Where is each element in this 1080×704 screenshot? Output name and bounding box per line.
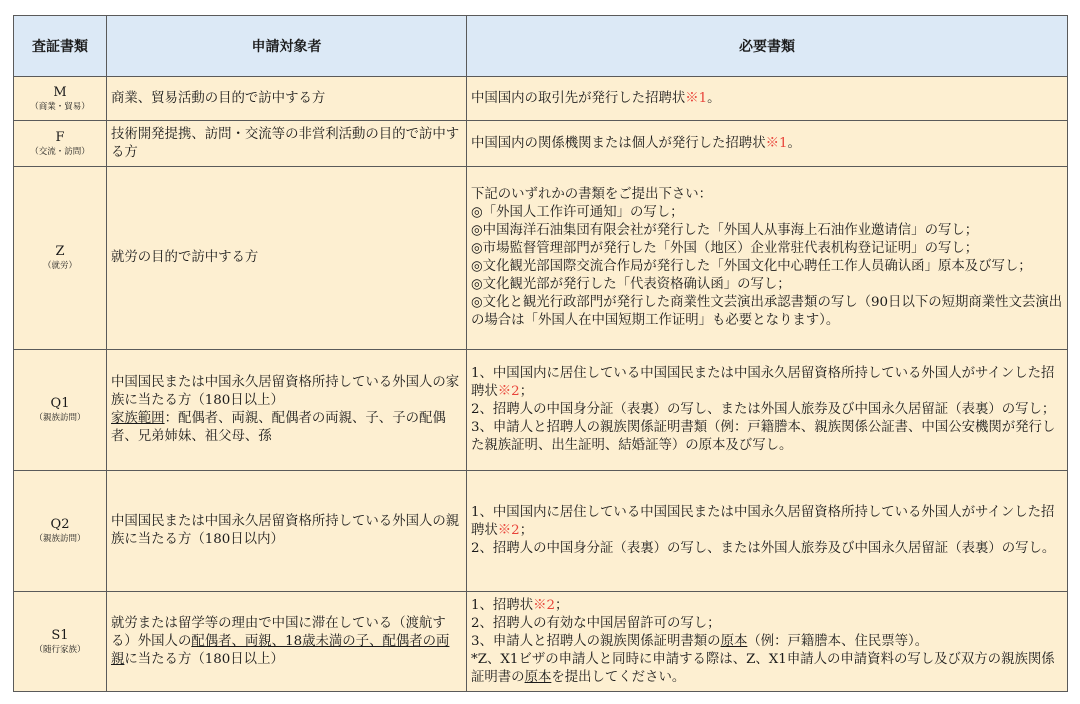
original-underlined: 原本 bbox=[720, 633, 748, 649]
docs-line: 1、中国国内に居住している中国国民または中国永久居留資格所持している外国人がサインした招聘状※2； bbox=[471, 366, 1055, 399]
visa-code: Q2 bbox=[50, 517, 70, 532]
docs-line: ◎「外国人工作许可通知」の写し； bbox=[471, 205, 684, 220]
docs-cell bbox=[467, 167, 1068, 350]
visa-subtype: （親族訪問） bbox=[34, 534, 86, 544]
docs-cell: 中国国内の取引先が発行した招聘状※1。 bbox=[467, 77, 1068, 121]
visa-code: M bbox=[53, 84, 67, 100]
applicant-cell: 中国国民または中国永久居留資格所持している外国人の家族に当たる方（180日以上） 家族範囲：配偶者、両親、配偶者の両親、子、子の配偶者、兄弟姉妹、祖父母、孫 bbox=[107, 350, 467, 471]
docs-line: 3、申請人と招聘人の親族関係証明書類の原本（例：戸籍謄本、住民票等）。 bbox=[471, 633, 929, 649]
visa-subtype: （商業・貿易） bbox=[30, 101, 90, 112]
docs-cell: 中国国内の関係機関または個人が発行した招聘状※1。 bbox=[467, 121, 1068, 167]
visa-code: Z bbox=[55, 244, 65, 259]
visa-code: Q1 bbox=[50, 396, 70, 411]
docs-line: ◎中国海洋石油集団有限会社が発行した「外国人从事海上石油作业邀请信」の写し； bbox=[471, 223, 979, 238]
footnote-mark: ※2 bbox=[497, 384, 520, 399]
table-row bbox=[14, 77, 1068, 121]
docs-note: *Z、X1ビザの申請人と同時に申請する際は、Z、X1申請人の申請資料の写し及び双方の親族関係証明書の原本を提出してください。 bbox=[471, 651, 1055, 685]
visa-subtype: （就労） bbox=[42, 261, 77, 271]
docs-line: 2、招聘人の中国身分証（表裏）の写し、または外国人旅券及び中国永久居留証（表裏）の写し。 bbox=[471, 541, 1056, 556]
visa-type-cell bbox=[14, 121, 107, 167]
docs-line: 1、招聘状※2； bbox=[471, 597, 569, 613]
header-applicant: 申請対象者 bbox=[107, 16, 467, 77]
original-underlined: 原本 bbox=[524, 669, 552, 685]
visa-code: S1 bbox=[51, 627, 69, 643]
visa-subtype: （随行家族） bbox=[34, 644, 86, 655]
header-required-docs: 必要書類 bbox=[467, 16, 1068, 77]
applicant-cell: 技術開発提携、訪問・交流等の非営利活動の目的で訪中する方 bbox=[107, 121, 467, 167]
visa-type-cell bbox=[14, 167, 107, 350]
docs-line: ◎文化と観光行政部門が発行した商業性文芸演出承認書類の写し（90日以下の短期商業性文芸演出の場合は「外国人在中国短期工作证明」も必要となります）。 bbox=[471, 295, 1063, 328]
table-row bbox=[14, 121, 1068, 167]
docs-line: 2、招聘人の有効な中国居留許可の写し； bbox=[471, 615, 721, 631]
visa-subtype: （交流・訪問） bbox=[30, 146, 90, 157]
applicant-cell: 就労または留学等の理由で中国に滞在している（渡航する）外国人の配偶者、両親、18歳未満の子、配偶者の両親に当たる方（180日以上） bbox=[107, 592, 467, 692]
visa-type-cell bbox=[14, 77, 107, 121]
footnote-mark: ※1 bbox=[685, 90, 708, 106]
table-header-row bbox=[14, 16, 1068, 77]
family-range-label: 家族範囲 bbox=[111, 411, 165, 426]
visa-type-cell bbox=[14, 592, 107, 692]
docs-cell bbox=[467, 350, 1068, 471]
applicant-cell: 商業、貿易活動の目的で訪中する方 bbox=[107, 77, 467, 121]
footnote-mark: ※2 bbox=[497, 523, 520, 538]
docs-line: 2、招聘人の中国身分証（表裏）の写し、または外国人旅券及び中国永久居留証（表裏）の写し； bbox=[471, 402, 1056, 417]
visa-type-cell bbox=[14, 350, 107, 471]
docs-line: ◎文化観光部が発行した「代表资格确认函」の写し； bbox=[471, 277, 791, 292]
table-row bbox=[14, 350, 1068, 471]
visa-type-cell bbox=[14, 471, 107, 592]
docs-line: ◎市場監督管理部門が発行した「外国（地区）企业常驻代表机构登记证明」の写し； bbox=[471, 241, 979, 256]
docs-cell bbox=[467, 471, 1068, 592]
docs-line: 下記のいずれかの書類をご提出下さい： bbox=[471, 187, 713, 202]
table-row bbox=[14, 471, 1068, 592]
visa-subtype: （親族訪問） bbox=[34, 413, 86, 423]
header-visa-type: 査証書類 bbox=[14, 16, 107, 77]
applicant-cell: 就労の目的で訪中する方 bbox=[107, 167, 467, 350]
footnote-mark: ※1 bbox=[765, 135, 788, 151]
family-scope-underlined: 配偶者、両親、18歳未満の子、配偶者の両親 bbox=[111, 633, 450, 667]
applicant-cell: 中国国民または中国永久居留資格所持している外国人の親族に当たる方（180日以内） bbox=[107, 471, 467, 592]
visa-documents-table bbox=[13, 15, 1068, 692]
table-row bbox=[14, 167, 1068, 350]
docs-cell bbox=[467, 592, 1068, 692]
docs-line: 3、申請人と招聘人の親族関係証明書類（例：戸籍謄本、親族関係公証書、中国公安機関が発行した親族証明、出生証明、結婚証等）の原本及び写し。 bbox=[471, 420, 1056, 453]
visa-code: F bbox=[55, 129, 65, 145]
footnote-mark: ※2 bbox=[533, 597, 556, 613]
docs-line: ◎文化観光部国際交流合作局が発行した「外国文化中心聘任工作人员确认函」原本及び写し； bbox=[471, 259, 1032, 274]
docs-line: 1、中国国内に居住している中国国民または中国永久居留資格所持している外国人がサインした招聘状※2； bbox=[471, 505, 1055, 538]
table-row bbox=[14, 592, 1068, 692]
